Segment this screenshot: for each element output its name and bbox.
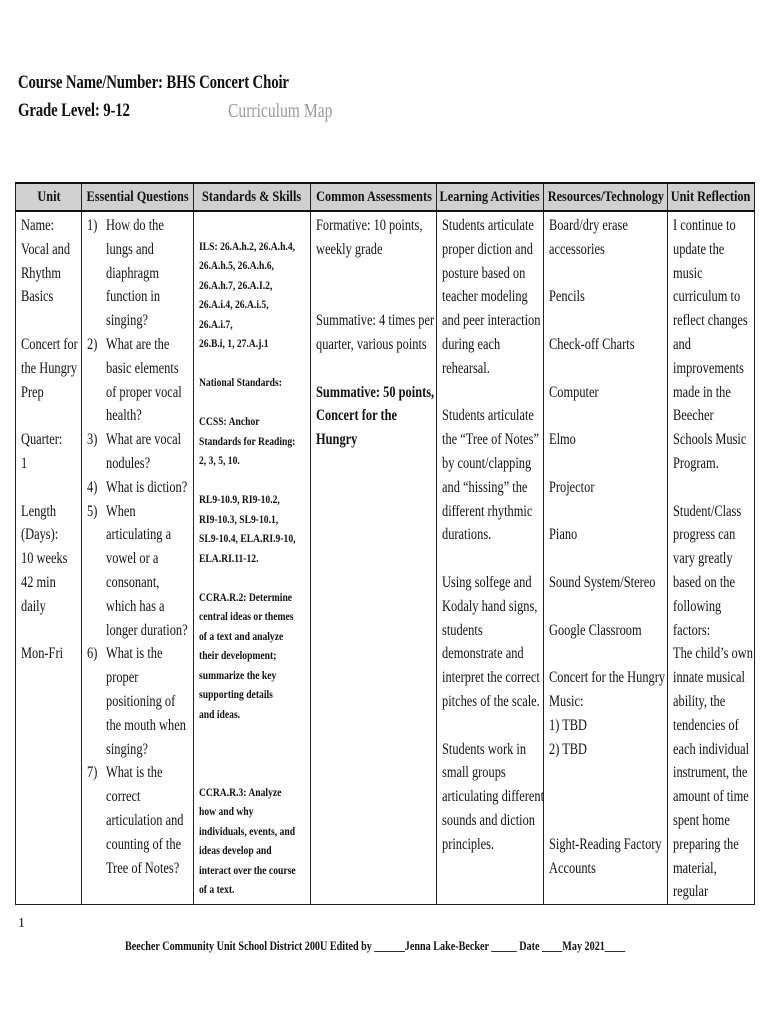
question-line: positioning of <box>106 692 176 710</box>
unit-line: Vocal and <box>21 240 71 258</box>
resource-line: Board/dry erase <box>549 217 628 234</box>
question-item <box>87 761 190 880</box>
resource-line: 1) TBD <box>549 716 588 734</box>
resource-line: Pencils <box>549 288 585 306</box>
resource-line <box>549 357 641 381</box>
reflection-line: progress can <box>673 526 736 544</box>
activity-line: pitches of the scale. <box>442 692 540 710</box>
question-line: What is the <box>106 645 163 663</box>
question-line: articulation and <box>106 811 184 829</box>
reflection-line <box>673 476 735 500</box>
resource-line <box>549 785 641 809</box>
reflection-line: and <box>673 335 691 353</box>
question-item <box>87 428 190 476</box>
standards-line: ELA.RI.11-12. <box>199 550 259 565</box>
unit-line: daily <box>21 597 46 615</box>
assessment-line: Summative: 4 times per <box>316 312 435 330</box>
reflection-line: following <box>673 597 722 615</box>
resource-line <box>549 500 641 524</box>
standards-line: RI9-10.3, SL9-10.1, <box>199 511 279 526</box>
activity-line: by count/clapping <box>442 454 532 472</box>
question-line: What are vocal <box>106 431 182 449</box>
unit-line: Concert for <box>21 335 78 353</box>
resource-line <box>549 404 641 428</box>
column-header-essential-questions: Essential Questions <box>82 183 194 211</box>
resource-line: Projector <box>549 478 595 496</box>
essential-questions-cell <box>82 211 194 905</box>
standards-line: ILS: 26.A.h.2, 26.A.h.4, <box>199 238 296 253</box>
standards-skills-cell <box>194 211 311 905</box>
question-line: health? <box>106 407 142 425</box>
unit-line: Quarter: <box>21 431 63 449</box>
resource-line: Computer <box>549 383 599 401</box>
activity-line: rehearsal. <box>442 359 490 377</box>
column-header-resources-technology: Resources/Technology <box>544 183 668 211</box>
activity-line: interpret the correct <box>442 669 540 687</box>
question-line: consonant, <box>106 573 160 591</box>
standards-line: SL9-10.4, ELA.RI.9-10, <box>199 531 296 545</box>
question-line: When <box>106 502 136 520</box>
unit-line: Prep <box>21 383 44 401</box>
reflection-line: preparing the <box>673 835 739 853</box>
curriculum-map-title: Curriculum Map <box>228 100 333 122</box>
assessment-line: Summative: 50 points, <box>316 383 435 401</box>
unit-line: 1 <box>21 454 28 472</box>
unit-reflection-cell <box>668 211 755 905</box>
reflection-line: music <box>673 264 703 282</box>
question-line: nodules? <box>106 454 151 472</box>
table-row <box>16 211 755 905</box>
curriculum-map-table <box>15 182 755 905</box>
activity-line: students <box>442 621 483 639</box>
standards-line: 26.B.i, 1, 27.A.j.1 <box>199 336 269 350</box>
question-line: What are the <box>106 335 170 353</box>
question-line: which has a <box>106 597 165 615</box>
standards-line: CCSS: Anchor <box>199 414 260 428</box>
question-number: 4) <box>87 478 98 496</box>
question-line: vowel or a <box>106 550 159 568</box>
standards-line: 26.A.h.7, 26.A.I.2, <box>199 277 273 292</box>
question-line: correct <box>106 788 141 806</box>
question-line: the mouth when <box>106 716 186 734</box>
document-footer: Beecher Community Unit School District 200U Edited by ______Jenna Lake-Becker _____ Date ____May 2021____ <box>125 938 626 953</box>
activity-line <box>442 714 520 738</box>
activity-line: durations. <box>442 526 492 544</box>
resource-line <box>549 452 641 476</box>
activity-line: and peer interaction <box>442 312 541 330</box>
reflection-line: instrument, the <box>673 764 748 782</box>
reflection-line: Schools Music <box>673 431 747 449</box>
question-number: 6) <box>87 645 98 663</box>
grade-level-heading: Grade Level: 9-12 <box>18 100 130 121</box>
standards-line: individuals, events, and <box>199 823 296 838</box>
question-line: of proper vocal <box>106 383 182 401</box>
question-number: 5) <box>87 502 98 520</box>
resource-line: Sight-Reading Factory <box>549 835 662 853</box>
assessment-line: Concert for the <box>316 407 398 425</box>
activity-line <box>442 547 520 571</box>
activity-line: Kodaly hand signs, <box>442 597 538 615</box>
reflection-line: factors: <box>673 621 711 639</box>
activity-line: proper diction and <box>442 240 533 258</box>
question-item <box>87 500 190 643</box>
question-line: longer duration? <box>106 621 188 639</box>
question-item <box>87 476 190 500</box>
table-header-row <box>16 183 755 211</box>
unit-line: Rhythm <box>21 264 61 282</box>
reflection-line: amount of time <box>673 788 749 806</box>
standards-line: 26.A.i.7, <box>199 316 233 331</box>
standards-line <box>199 217 285 237</box>
activity-line: Students work in <box>442 740 527 758</box>
question-text <box>106 214 178 333</box>
assessment-line <box>316 285 410 309</box>
reflection-line: update the <box>673 240 725 258</box>
assessment-line <box>316 262 410 286</box>
resource-line <box>549 595 641 619</box>
resource-line: Google Classroom <box>549 621 642 639</box>
question-line: counting of the <box>106 835 182 853</box>
column-header-common-assessments: Common Assessments <box>311 183 437 211</box>
question-text <box>106 500 208 643</box>
standards-line <box>199 568 285 588</box>
question-line: articulating a <box>106 526 172 544</box>
activity-line: small groups <box>442 764 506 782</box>
resource-line: Elmo <box>549 431 576 449</box>
standards-line: supporting details <box>199 687 273 701</box>
standards-line: 26.A.i.4, 26.A.i.5, <box>199 297 269 311</box>
activity-line: and “hissing” the <box>442 478 528 496</box>
standards-line <box>199 744 285 764</box>
unit-cell <box>16 211 82 905</box>
assessment-line <box>316 357 410 381</box>
reflection-line: improvements <box>673 359 744 377</box>
activity-line: principles. <box>442 835 494 853</box>
assessment-line: quarter, various points <box>316 335 427 353</box>
activity-line: demonstrate and <box>442 645 524 663</box>
unit-line <box>21 309 67 333</box>
resource-line: Check-off Charts <box>549 335 635 353</box>
question-text <box>106 428 200 476</box>
unit-line: 10 weeks <box>21 550 68 568</box>
activity-line: sounds and diction <box>442 811 535 829</box>
standards-line: CCRA.R.3: Analyze <box>199 784 282 799</box>
standards-line <box>199 724 285 744</box>
column-header-unit: Unit <box>16 183 82 211</box>
unit-line <box>21 476 67 500</box>
activity-line: Students articulate <box>442 217 534 234</box>
activity-line: different rhythmic <box>442 502 533 520</box>
reflection-line: reflect changes <box>673 312 748 330</box>
column-header-standards-skills: Standards & Skills <box>194 183 311 211</box>
resource-line <box>549 642 641 666</box>
activity-line: articulating different <box>442 788 545 806</box>
question-number: 3) <box>87 431 98 449</box>
activity-line: Using solfege and <box>442 573 532 591</box>
activity-line <box>442 381 520 405</box>
reflection-line: Student/Class <box>673 502 742 520</box>
learning-activities-cell <box>437 211 544 905</box>
question-number: 7) <box>87 764 98 782</box>
activity-line: the “Tree of Notes” <box>442 431 539 449</box>
reflection-line: material, <box>673 859 717 877</box>
activity-line: teacher modeling <box>442 288 528 306</box>
reflection-line: tendencies of <box>673 716 739 734</box>
standards-line: central ideas or themes <box>199 609 294 623</box>
unit-line <box>21 404 67 428</box>
reflection-line: spent home <box>673 811 730 829</box>
resource-line: Music: <box>549 692 584 710</box>
standards-line: of a text. <box>199 882 235 896</box>
resource-line: 2) TBD <box>549 740 588 758</box>
standards-line: National Standards: <box>199 375 282 389</box>
standards-line <box>199 354 285 374</box>
standards-line: 2, 3, 5, 10. <box>199 453 240 467</box>
reflection-line: ability, the <box>673 692 726 710</box>
unit-line: Mon-Fri <box>21 645 64 663</box>
resource-line <box>549 761 641 785</box>
question-number: 1) <box>87 217 98 234</box>
unit-line: 42 min <box>21 573 56 591</box>
assessment-line: weekly grade <box>316 240 383 258</box>
reflection-line: Program. <box>673 454 719 472</box>
resource-line <box>549 262 641 286</box>
question-line: What is the <box>106 764 163 782</box>
question-text <box>106 476 208 500</box>
resource-line <box>549 809 641 833</box>
standards-line: 26.A.h.5, 26.A.h.6, <box>199 258 274 272</box>
reflection-line: curriculum to <box>673 288 741 306</box>
page-number: 1 <box>18 916 25 931</box>
question-line: proper <box>106 669 139 687</box>
unit-line <box>21 619 67 643</box>
resource-line: accessories <box>549 240 605 258</box>
question-line: singing? <box>106 312 149 330</box>
question-text <box>106 333 201 428</box>
unit-line: Name: <box>21 217 55 234</box>
activity-line: posture based on <box>442 264 526 282</box>
question-line: diaphragm <box>106 264 160 282</box>
question-line: function in <box>106 288 161 306</box>
column-header-unit-reflection: Unit Reflection <box>668 183 755 211</box>
standards-line <box>199 763 285 783</box>
reflection-line: The child’s own <box>673 645 753 663</box>
question-item <box>87 214 190 333</box>
reflection-line: vary greatly <box>673 550 733 568</box>
unit-line: the Hungry <box>21 359 78 377</box>
unit-line: Basics <box>21 288 54 306</box>
assessment-line: Formative: 10 points, <box>316 217 423 234</box>
course-name-heading: Course Name/Number: BHS Concert Choir <box>18 72 289 93</box>
standards-line: interact over the course <box>199 862 296 877</box>
common-assessments-cell <box>311 211 437 905</box>
question-item <box>87 333 190 428</box>
question-line: basic elements <box>106 359 179 377</box>
activity-line: Students articulate <box>442 407 534 425</box>
standards-line: their development; <box>199 648 277 662</box>
standards-line: of a text and analyze <box>199 628 284 643</box>
unit-line: Length <box>21 502 57 520</box>
resource-line: Accounts <box>549 859 596 877</box>
unit-line: (Days): <box>21 526 59 544</box>
question-line: lungs and <box>106 240 154 258</box>
reflection-line: regular <box>673 883 709 901</box>
standards-line: and ideas. <box>199 706 241 721</box>
resource-line: Concert for the Hungry <box>549 669 666 687</box>
reflection-line: made in the <box>673 383 731 401</box>
resource-line <box>549 309 641 333</box>
activity-line: during each <box>442 335 501 353</box>
resource-line: Piano <box>549 526 578 544</box>
reflection-line: I continue to <box>673 217 736 234</box>
assessment-line: Hungry <box>316 431 358 449</box>
resource-line <box>549 547 641 571</box>
question-line: Tree of Notes? <box>106 859 180 877</box>
reflection-line: based on the <box>673 573 735 591</box>
resource-line: Sound System/Stereo <box>549 573 656 591</box>
column-header-learning-activities: Learning Activities <box>437 183 544 211</box>
question-line: What is diction? <box>106 478 188 496</box>
standards-line <box>199 393 285 413</box>
reflection-line: Beecher <box>673 407 714 425</box>
standards-line: summarize the key <box>199 667 277 682</box>
reflection-line: each individual <box>673 740 750 758</box>
standards-line: CCRA.R.2: Determine <box>199 589 293 604</box>
reflection-line: innate musical <box>673 669 745 687</box>
standards-line: Standards for Reading: <box>199 433 296 448</box>
question-text <box>106 761 203 880</box>
standards-line: RL9-10.9, RI9-10.2, <box>199 492 280 506</box>
question-line: How do the <box>106 217 164 234</box>
resources-technology-cell <box>544 211 668 905</box>
question-line: singing? <box>106 740 149 758</box>
question-item <box>87 642 190 761</box>
question-text <box>106 642 206 761</box>
question-number: 2) <box>87 335 98 353</box>
standards-line: ideas develop and <box>199 843 272 857</box>
standards-line <box>199 471 285 491</box>
standards-line: how and why <box>199 804 254 818</box>
